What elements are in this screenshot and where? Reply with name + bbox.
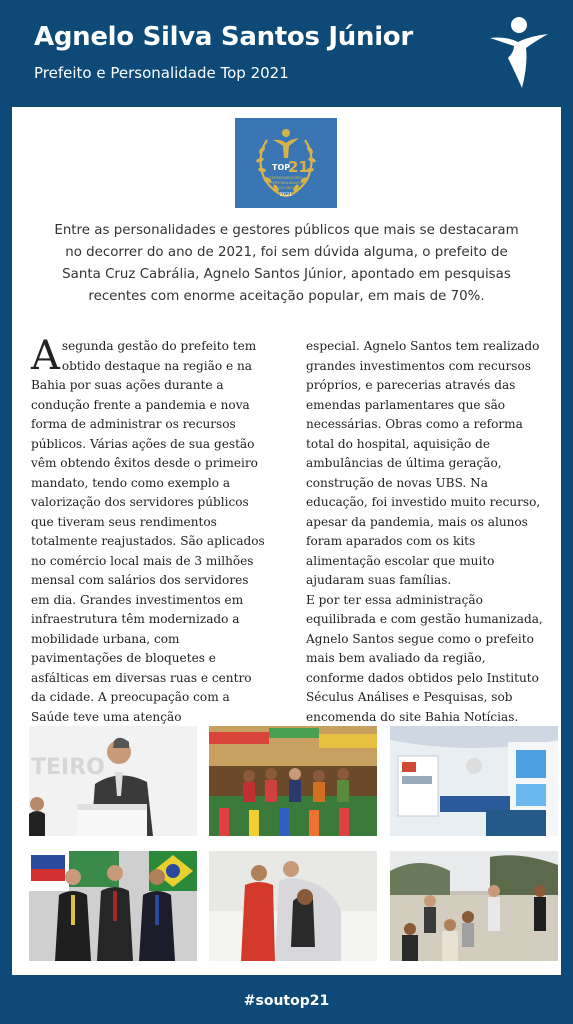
footer-bar [0, 978, 573, 1024]
article-right-paragraph-2: E por ter essa administração equilibrada e com gestão humanizada, Agnelo Santos segue como o prefeito mais bem avaliado da região, conforme dados obtidos pelo Instituto Séculus Análises e Pesquisas, sob encomenda do site Bahia Notícias. [306, 592, 543, 724]
drop-cap: A [31, 333, 60, 379]
svg-text:2021: 2021 [279, 192, 293, 198]
svg-text:TEIRO: TEIRO [31, 755, 105, 780]
article-column-right [306, 337, 544, 727]
svg-text:21: 21 [288, 158, 309, 176]
top21-badge [235, 118, 337, 208]
svg-text:PERSONALIDADES: PERSONALIDADES [270, 181, 302, 185]
laurel-badge-icon [235, 118, 337, 208]
svg-text:EMPREENDEDORES: EMPREENDEDORES [269, 176, 303, 180]
photo-officials-flags [29, 851, 197, 961]
photo-outdoor-crowd [390, 851, 558, 961]
photo-mayor-podium [29, 726, 197, 836]
photo-mayor-hug [209, 851, 377, 961]
footer-hashtag: #soutop21 [243, 993, 330, 1009]
header-bar [0, 0, 573, 105]
article-left-text: segunda gestão do prefeito tem obtido destaque na região e na Bahia por suas ações durante a condução frente a pandemia e nova forma de administrar os recursos públicos. Várias ações de sua gestão vêm obtendo êxitos desde o primeiro mandato, tendo como exemplo a valorização dos servidores públicos que tiveram seus rendimentos totalmente reajustados. São aplicados no comércio local mais de 3 milhões mensal com salários dos servidores em dia. Grandes investimentos em infraestrutura têm modernizado a mobilidade urbana, com pavimentações de bloquetes e asfálticas em diversas ruas e centro da cidade. A preocupação com a Saúde teve uma atenção [31, 339, 265, 724]
person-figure-icon [488, 12, 550, 90]
svg-text:DO ANO: DO ANO [279, 186, 293, 190]
page-title: Agnelo Silva Santos Júnior [34, 22, 413, 52]
photo-ambulance-interior [390, 726, 558, 836]
photo-community-gathering [209, 726, 377, 836]
article-column-left [31, 333, 269, 727]
page-subtitle: Prefeito e Personalidade Top 2021 [34, 64, 289, 82]
svg-text:TOP: TOP [272, 163, 291, 172]
intro-text: Entre as personalidades e gestores públicos que mais se destacaram no decorrer do ano de 2021, foi sem dúvida alguma, o prefeito de Santa Cruz Cabrália, Agnelo Santos Júnior, apontado em pesquisas recentes com enorme aceitação popular, em mais de 70%. [54, 223, 519, 304]
article-right-paragraph-1: especial. Agnelo Santos tem realizado grandes investimentos com recursos próprios, e parecerias através das emendas parlamentares que são necessárias. Obras como a reforma total do hospital, aquisição de ambulâncias de última geração, construção de novas UBS. Na educação, foi investido muito recurso, apesar da pandemia, mais os alunos foram aparados com os kits alimentação escolar que muito ajudaram suas famílias. [306, 339, 541, 587]
